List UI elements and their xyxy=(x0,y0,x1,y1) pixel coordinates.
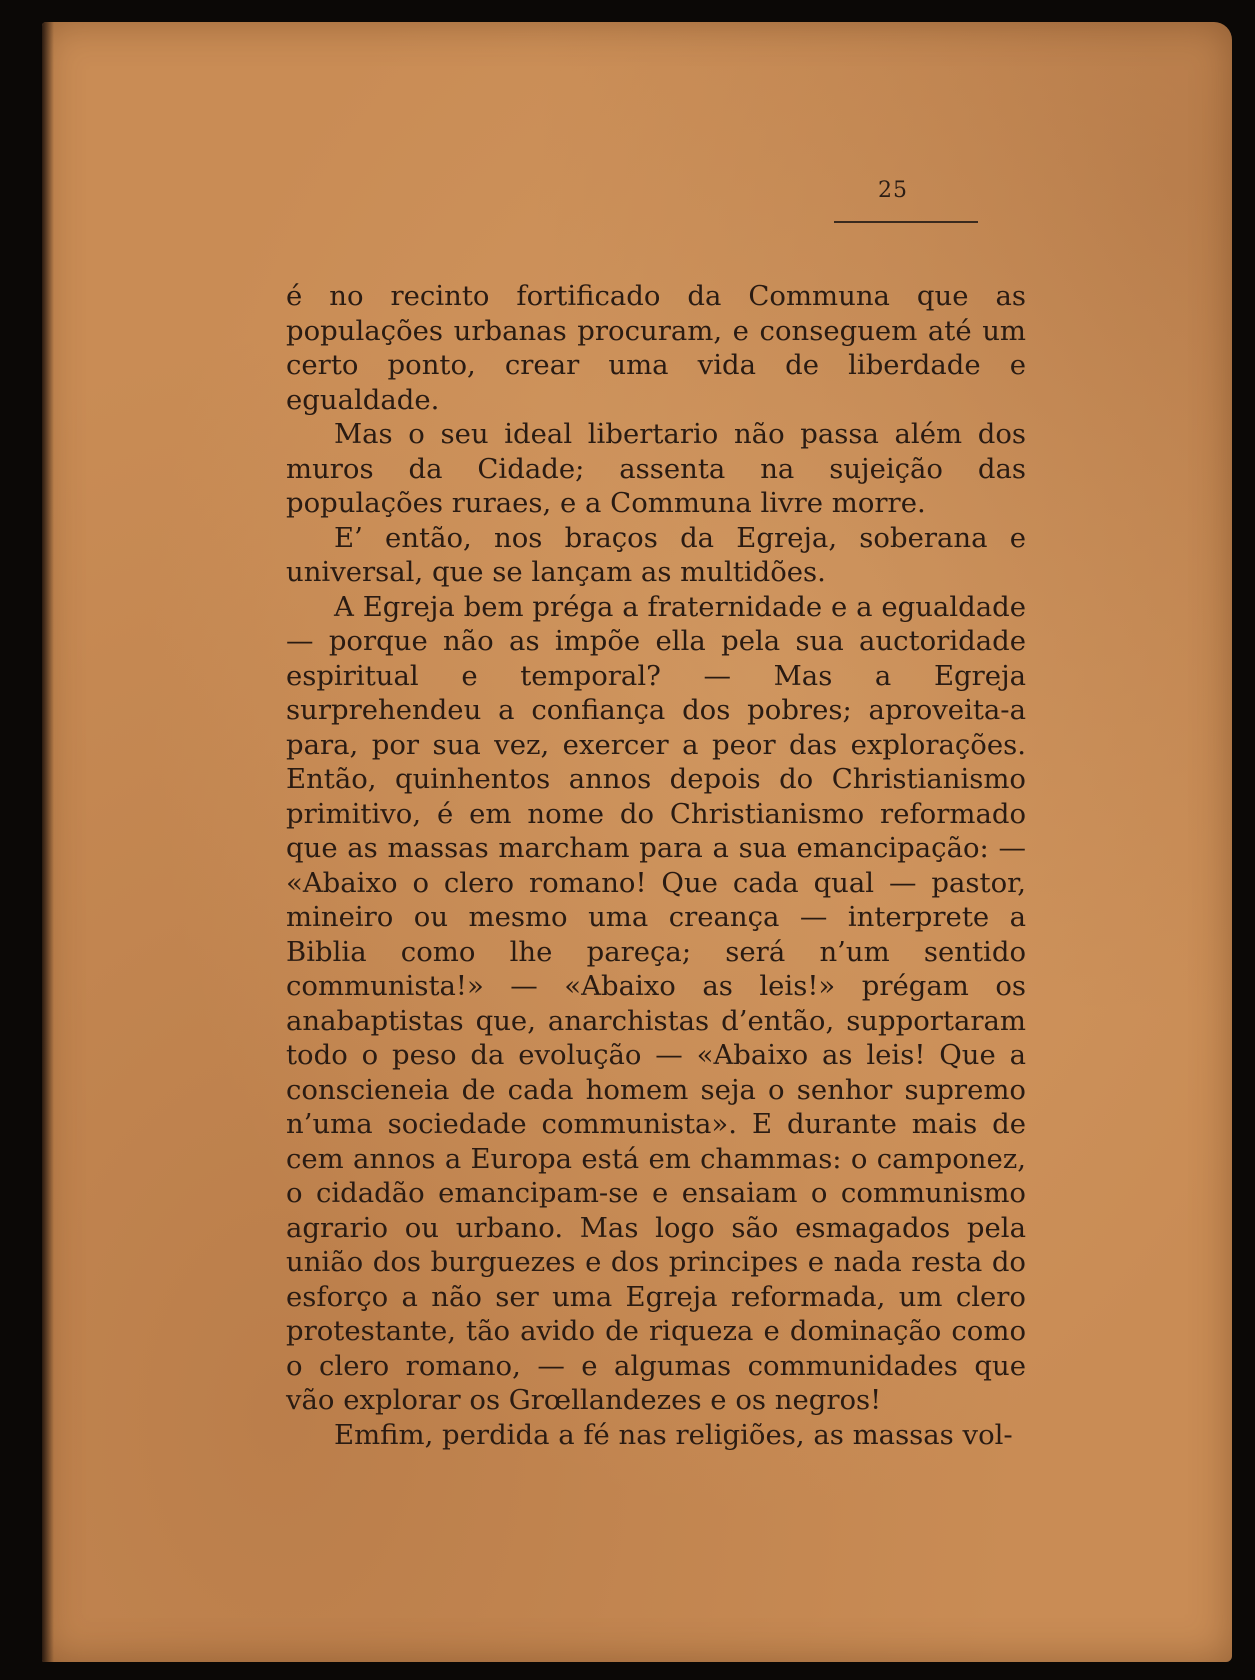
paragraph-1: é no recinto fortificado da Communa que as populações urbanas procuram, e conseguem até um certo ponto, crear uma vida de liberdade e egualdade. xyxy=(286,280,1026,416)
book-page xyxy=(42,22,1232,1662)
paragraph-3: E’ então, nos braços da Egreja, soberana e universal, que se lançam as multidões. xyxy=(286,521,1026,588)
header-rule xyxy=(834,221,978,223)
paragraph-5: Emfim, perdida a fé nas religiões, as massas vol- xyxy=(334,1418,1013,1451)
paragraph-2: Mas o seu ideal libertario não passa além dos muros da Cidade; assenta na sujeição das populações ruraes, e a Communa livre morre. xyxy=(286,418,1026,519)
paragraph-4: A Egreja bem préga a fraternidade e a egualdade — porque não as impõe ella pela sua auctoridade espiritual e temporal? — Mas a Egreja surprehendeu a confiança dos pobres; aproveita-a para, por sua vez, exercer a peor das explorações. Então, quinhentos annos depois do Christianismo primitivo, é em nome do Christianismo reformado que as massas marcham para a sua emancipação: — «Abaixo o clero romano! Que cada qual — pastor, mineiro ou mesmo uma creança — interprete a Biblia como lhe pareça; será n’um sentido communista!» — «Abaixo as leis!» prégam os anabaptistas que, anarchistas d’então, supportaram todo o peso da evolução — «Abaixo as leis! Que a conscieneia de cada homem seja o senhor supremo n’uma sociedade communista». E durante mais de cem annos a Europa está em chammas: o camponez, o cidadão emancipam-se e ensaiam o communismo agrario ou urbano. Mas logo são esmagados pela união dos burguezes e dos principes e nada resta do esforço a não ser uma Egreja reformada, um clero protestante, tão avido de riqueza e dominação como o clero romano, — e algumas communidades que vão explorar os Grœllandezes e os negros! xyxy=(286,590,1026,1416)
page-number: 25 xyxy=(878,178,908,203)
body-text xyxy=(286,279,1026,1452)
page-gutter-shadow xyxy=(42,22,54,1662)
